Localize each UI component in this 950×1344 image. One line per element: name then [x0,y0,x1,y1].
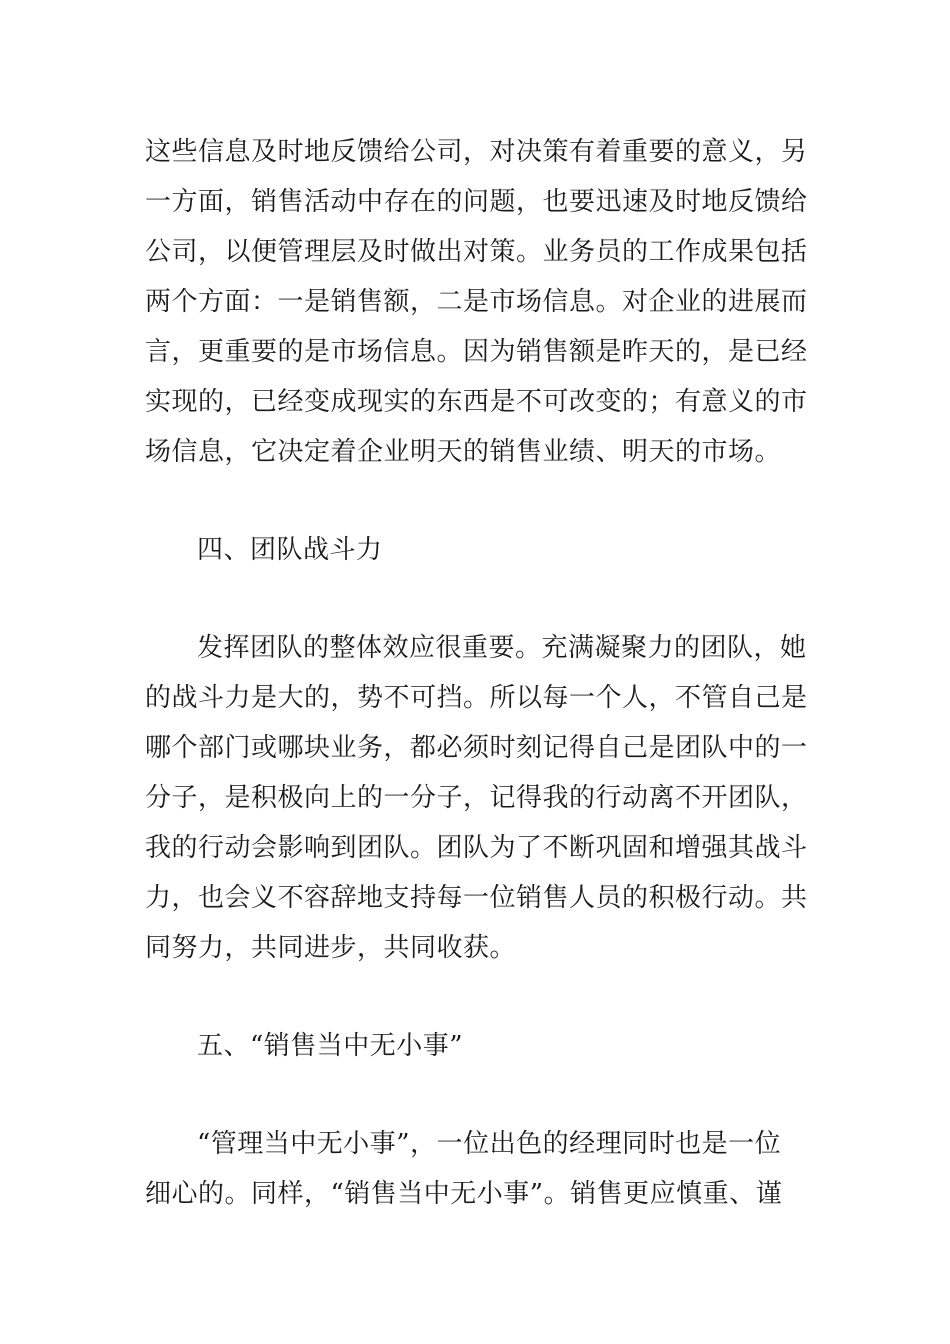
text-line: 言，更重要的是市场信息。因为销售额是昨天的，是已经 [145,337,808,367]
text-line: 我的行动会影响到团队。团队为了不断巩固和增强其战斗 [145,833,808,863]
text-line: 哪个部门或哪块业务，都必须时刻记得自己是团队中的一 [145,733,808,763]
text-line: 细心的。同样，“销售当中无小事”。销售更应慎重、谨 [145,1179,783,1209]
text-line: 力，也会义不容辞地支持每一位销售人员的积极行动。共 [145,883,808,913]
section-heading-team: 四、团队战斗力 [197,535,383,565]
text-line: 一方面，销售活动中存在的问题，也要迅速及时地反馈给 [145,187,808,217]
text-line: 两个方面：一是销售额，二是市场信息。对企业的进展而 [145,287,808,317]
text-line: 公司，以便管理层及时做出对策。业务员的工作成果包括 [145,237,808,267]
text-line: 实现的，已经变成现实的东西是不可改变的；有意义的市 [145,387,808,417]
text-line: 同努力，共同进步，共同收获。 [145,933,517,963]
text-line: 发挥团队的整体效应很重要。充满凝聚力的团队，她 [197,633,807,663]
section-heading-details: 五、“销售当中无小事” [197,1031,464,1061]
text-line: 这些信息及时地反馈给公司，对决策有着重要的意义，另 [145,137,808,167]
text-line: 场信息，它决定着企业明天的销售业绩、明天的市场。 [145,437,782,467]
text-line: “管理当中无小事”，一位出色的经理同时也是一位 [197,1129,782,1159]
text-line: 的战斗力是大的，势不可挡。所以每一个人，不管自己是 [145,683,808,713]
text-line: 分子，是积极向上的一分子，记得我的行动离不开团队， [145,783,808,813]
